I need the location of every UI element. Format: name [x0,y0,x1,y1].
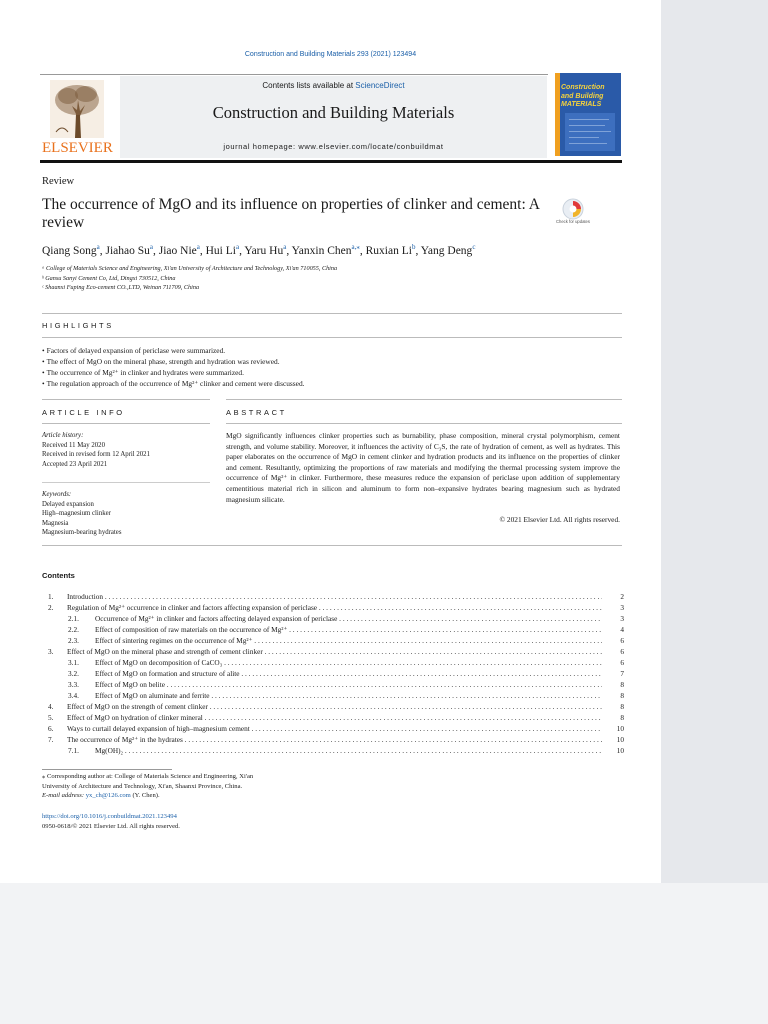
toc-entry[interactable] [42,723,624,734]
toc-entry[interactable] [42,591,624,602]
abstract-copyright: © 2021 Elsevier Ltd. All rights reserved. [499,515,620,524]
contents-prefix: Contents lists available at [262,81,356,90]
toc-page-number: 3 [617,613,624,624]
toc-entry[interactable] [42,745,624,756]
toc-page-number: 6 [617,657,624,668]
journal-banner [120,76,547,158]
toc-title[interactable]: Effect of composition of raw materials on the occurrence of Mg²⁺ . . . [95,624,602,635]
toc-entry[interactable] [42,668,624,679]
check-updates-icon [560,198,586,232]
author[interactable]: Jiao Nie$^a$ [158,243,200,257]
viewer-background [0,883,768,1024]
highlights-heading: HIGHLIGHTS [42,321,114,330]
table-of-contents [42,591,624,756]
toc-number: 2. [48,603,54,612]
article-info-bottom-rule [42,423,210,424]
highlights-bottom-rule [42,337,622,338]
toc-entry[interactable] [42,624,624,635]
toc-page-number: 10 [614,734,624,745]
issn-line: 0950-0618/© 2021 Elsevier Ltd. All rights reserved. [42,823,180,830]
homepage-url[interactable]: www.elsevier.com/locate/conbuildmat [298,142,444,151]
affiliation-c: ᶜ Shaanxi Fuping Eco-cement CO.,LTD, Weinan 711709, China [42,284,200,291]
check-updates-label: Check for updates [556,219,590,224]
footnote-rule [42,769,172,770]
elsevier-logo [42,78,112,158]
contents-heading: Contents [42,571,75,580]
abstract-text: MgO significantly influences clinker properties such as burnability, phase composition, mineral crystal polymorphism, cement strength, and volume stability. Moreover, it influences the activity of C₃S, the rate of hydration of cement, as well as hydrates. This paper elaborates on the occurrence of MgO in cement clinker and hydration products and its influence on the properties of clinker and cement. Resultantly, optimizing the proportions of raw materials and modifying the thermal processing system improve the occurrence of Mg²⁺ in clinker. Furthermore, these measures reduce the expansion of periclase upon addition of supplementary cementitious material rich in silicon and aluminum to form non–expansive hydrates bearing magnesium such as hydrated magnesium silicate. [226,431,620,504]
article-info-top-rule [42,399,210,400]
journal-title: Construction and Building Materials [212,103,455,122]
toc-number: 3. [48,647,54,656]
keywords-divider [42,482,210,483]
contents-available-line [120,81,547,90]
author[interactable]: Yaru Hu$^a$ [244,243,287,257]
toc-page-number: 10 [614,723,624,734]
toc-title[interactable]: The occurrence of Mg²⁺ in the hydrates . . . [67,734,602,745]
toc-title[interactable]: Effect of MgO on hydration of clinker mineral . . . [67,712,602,723]
toc-title[interactable]: Occurrence of Mg²⁺ in clinker and factors affecting delayed expansion of periclase . . . [95,613,602,624]
sciencedirect-link[interactable]: ScienceDirect [355,81,405,90]
toc-page-number: 8 [617,701,624,712]
abstract-heading: ABSTRACT [226,408,287,417]
abstract-end-rule [42,545,622,546]
toc-title[interactable]: Effect of MgO on decomposition of CaCO₃ . . . [95,657,602,668]
toc-number: 2.1. [68,614,79,623]
author[interactable]: Yanxin Chen$^{a,⁎}$ [291,243,360,257]
history-accepted: Accepted 23 April 2021 [42,460,108,468]
keyword[interactable]: High–magnesium clinker [42,510,111,517]
toc-number: 7.1. [68,746,79,755]
cover-stripe [555,73,560,156]
author-list: Qiang Song$^a$, Jiahao Su$^a$, Jiao Nie$^a$, Hui Li$^a$, Yaru Hu$^a$, Yanxin Chen$^{a,⁎}$, Ruxian Li$^b$, Yang Deng$^c$ [42,243,476,257]
article-history [42,431,212,469]
viewer-sidebar [661,0,768,883]
toc-title[interactable]: Introduction . . . [67,591,602,602]
toc-page-number: 8 [617,690,624,701]
history-label: Article history: [42,432,84,439]
highlight-item: • The regulation approach of the occurrence of Mg²⁺ clinker and cement were discussed. [42,378,622,389]
highlight-item: • The effect of MgO on the mineral phase, strength and hydration was reviewed. [42,356,622,367]
toc-page-number: 4 [617,624,624,635]
homepage-prefix: journal homepage: [223,142,299,151]
toc-title[interactable]: Effect of MgO on the strength of cement clinker . . . [67,701,602,712]
affiliation-a: ᵃ College of Materials Science and Engineering, Xi'an University of Architecture and Technology, Xi'an 710055, China [42,265,338,272]
highlight-item: • The occurrence of Mg²⁺ in clinker and hydrates were summarized. [42,367,622,378]
elsevier-wordmark: ELSEVIER [42,140,113,156]
history-received: Received 11 May 2020 [42,441,105,449]
toc-title[interactable]: Effect of MgO on formation and structure of alite . . . [95,668,602,679]
toc-number: 5. [48,713,54,722]
toc-number: 6. [48,724,54,733]
article-type: Review [42,176,75,187]
toc-number: 2.3. [68,636,79,645]
toc-entry[interactable] [42,712,624,723]
keyword[interactable]: Delayed expansion [42,500,94,508]
toc-entry[interactable] [42,679,624,690]
toc-page-number: 6 [617,646,624,657]
toc-page-number: 6 [617,635,624,646]
history-revised: Received in revised form 12 April 2021 [42,451,150,458]
author[interactable]: Qiang Song$^a$ [42,243,100,257]
toc-number: 3.3. [68,680,79,689]
toc-entry[interactable] [42,613,624,624]
toc-number: 1. [48,592,54,601]
highlight-item: • Factors of delayed expansion of periclase were summarized. [42,345,622,356]
author[interactable]: Yang Deng$^c$ [420,243,476,257]
toc-title[interactable]: Effect of sintering regimes on the occurrence of Mg²⁺ . . . [95,635,602,646]
abstract-top-rule [226,399,622,400]
toc-page-number: 3 [617,602,624,613]
toc-page-number: 2 [617,591,624,602]
journal-cover[interactable] [555,73,621,156]
toc-entry[interactable] [42,690,624,701]
toc-title[interactable]: Effect of MgO on the mineral phase and strength of cement clinker . . . [67,646,602,657]
journal-citation[interactable]: Construction and Building Materials 293 (2021) 123494 [244,51,417,58]
toc-title[interactable]: Ways to curtail delayed expansion of high–magnesium cement . . . [67,723,602,734]
email-link[interactable]: yx_ch@126.com [85,792,131,800]
banner-top-rule [40,74,548,75]
toc-entry[interactable] [42,701,624,712]
toc-number: 3.4. [68,691,79,700]
toc-entry[interactable] [42,734,624,745]
toc-number: 3.1. [68,658,79,667]
abstract-bottom-rule [226,423,622,424]
highlights-top-rule [42,313,622,314]
toc-entry[interactable] [42,646,624,657]
toc-number: 3.2. [68,669,79,678]
tree-icon [50,80,104,138]
toc-page-number: 8 [617,679,624,690]
corresponding-author-note: ⁎ Corresponding author at: College of Materials Science and Engineering, Xi'an University of Architecture and Technology, Xi'an, Shaanxi Province, China. E-mail address: yx_ch@126.com (Y. Chen). [42,773,254,800]
cover-artwork [565,113,615,151]
keywords-label: Keywords: [42,491,72,498]
toc-entry[interactable] [42,635,624,646]
cover-title: Construction and Building MATERIALS [561,84,605,108]
toc-title[interactable]: Effect of MgO on belite . . . [95,679,602,690]
toc-page-number: 10 [614,745,624,756]
doi-link[interactable]: https://doi.org/10.1016/j.conbuildmat.2021.123494 [42,813,177,820]
toc-number: 7. [48,735,54,744]
toc-title[interactable]: Regulation of Mg²⁺ occurrence in clinker and factors affecting expansion of periclase . . . [67,602,602,613]
author[interactable]: Hui Li$^a$ [205,243,240,257]
keywords [42,490,212,538]
affiliation-b: ᵇ Gansu Sanyi Cement Co, Ltd, Dingxi 730512, China [42,275,176,282]
toc-entry[interactable] [42,657,624,668]
paper-title: The occurrence of MgO and its influence on properties of clinker and cement: A review [42,196,540,231]
toc-number: 2.2. [68,625,79,634]
toc-title[interactable]: Effect of MgO on aluminate and ferrite . . . [95,690,602,701]
author[interactable]: Jiahao Su$^a$ [105,243,153,257]
article-info-heading: ARTICLE INFO [42,408,125,417]
toc-entry[interactable] [42,602,624,613]
toc-page-number: 8 [617,712,624,723]
keyword[interactable]: Magnesium-bearing hydrates [42,529,122,536]
check-for-updates-badge[interactable] [556,198,590,232]
banner-bottom-rule [40,160,622,163]
highlights-list [42,345,622,389]
toc-number: 4. [48,702,54,711]
keyword[interactable]: Magnesia [42,519,69,527]
toc-page-number: 7 [617,668,624,679]
toc-title[interactable]: Mg(OH)₂ . . . [95,745,602,756]
journal-homepage-line [120,142,547,151]
author[interactable]: Ruxian Li$^b$ [365,243,416,257]
